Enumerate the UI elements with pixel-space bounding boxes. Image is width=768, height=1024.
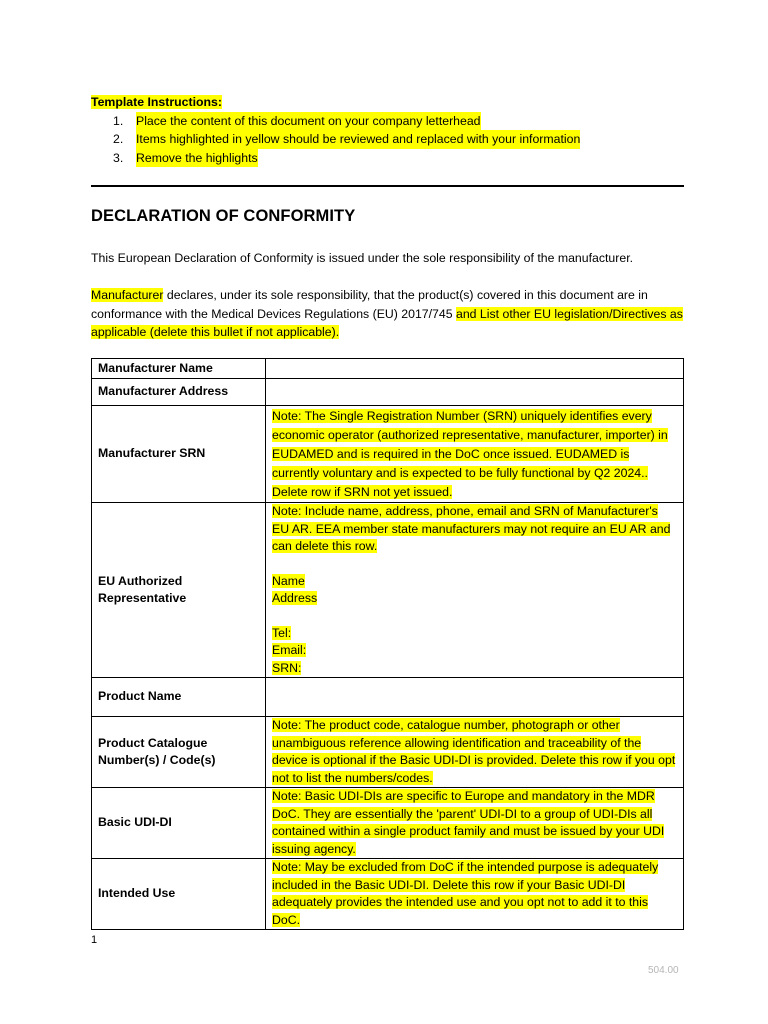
eu-rep-tel: Tel: bbox=[272, 625, 292, 640]
eu-rep-tel-line bbox=[272, 625, 677, 643]
basic-udi-note: Note: Basic UDI-DIs are specific to Europe and mandatory in the MDR DoC. They are essentially the 'parent' UDI-DI to a group of UDI-DIs all contained within a single product family and must be issued by your UDI issuing agency. bbox=[272, 789, 665, 856]
table-row-basic-udi bbox=[92, 788, 684, 859]
catalogue-label: Product Catalogue Number(s) / Code(s) bbox=[92, 717, 266, 788]
document-title: DECLARATION OF CONFORMITY bbox=[91, 207, 356, 225]
manufacturer-placeholder: Manufacturer bbox=[91, 288, 164, 302]
srn-note: Note: The Single Registration Number (SRN) uniquely identifies every economic operator (authorized representative, manufacturer, importer) in EUDAMED and is required in the DoC once issued. EUDAMED is currently voluntary and is expected to be fully functional by Q2 2024.. Delete row if SRN not yet issued. bbox=[272, 409, 668, 499]
other-legislation-placeholder: and List other EU legislation/Directives as applicable (delete this bullet if not applicable). bbox=[91, 306, 683, 339]
instruction-number: 3. bbox=[113, 150, 124, 165]
manufacturer-address-value bbox=[266, 379, 684, 406]
eu-rep-email-line bbox=[272, 642, 677, 660]
instruction-item bbox=[91, 149, 691, 168]
table-row-catalogue bbox=[92, 717, 684, 788]
instruction-text: Place the content of this document on your company letterhead bbox=[136, 112, 481, 131]
catalogue-value bbox=[266, 717, 684, 788]
manufacturer-srn-label: Manufacturer SRN bbox=[92, 406, 266, 503]
table-row-manufacturer-address bbox=[92, 379, 684, 406]
horizontal-divider bbox=[91, 185, 684, 187]
catalogue-note: Note: The product code, catalogue number, photograph or other unambiguous reference allowing identification and traceability of the device is optional if the Basic UDI-DI is provided. Delete this row if you opt not to list the numbers/codes. bbox=[272, 718, 676, 785]
eu-rep-name: Name bbox=[272, 573, 305, 588]
spacer bbox=[272, 608, 677, 625]
manufacturer-name-value bbox=[266, 359, 684, 379]
eu-rep-value bbox=[266, 503, 684, 678]
instruction-text: Remove the highlights bbox=[136, 149, 258, 168]
manufacturer-srn-value bbox=[266, 406, 684, 503]
eu-rep-address-line bbox=[272, 590, 677, 608]
product-name-label: Product Name bbox=[92, 678, 266, 717]
declaration-text: declares, under its sole responsibility, that the product(s) covered in this document are in conformance with the Medical Devices Regulations (EU) 2017/745 bbox=[91, 288, 648, 321]
table-row-manufacturer-srn bbox=[92, 406, 684, 503]
doc-details-table bbox=[91, 358, 684, 930]
manufacturer-name-label: Manufacturer Name bbox=[92, 359, 266, 379]
product-name-value bbox=[266, 678, 684, 717]
document-code: 504.00 bbox=[648, 965, 679, 976]
instruction-number: 1. bbox=[113, 113, 124, 128]
intended-use-note: Note: May be excluded from DoC if the intended purpose is adequately included in the Basic UDI-DI. Delete this row if your Basic UDI-DI adequately provides the intended use and you opt not to add it to this DoC. bbox=[272, 860, 659, 927]
table-row-intended-use bbox=[92, 859, 684, 930]
eu-rep-email: Email: bbox=[272, 643, 307, 657]
intended-use-value bbox=[266, 859, 684, 930]
eu-rep-address: Address bbox=[272, 591, 318, 605]
spacer bbox=[272, 556, 677, 573]
instruction-item bbox=[91, 112, 691, 131]
declaration-paragraph bbox=[91, 286, 691, 342]
intended-use-label: Intended Use bbox=[92, 859, 266, 930]
eu-rep-label: EU Authorized Representative bbox=[92, 503, 266, 678]
instruction-text: Items highlighted in yellow should be reviewed and replaced with your information bbox=[136, 130, 580, 149]
eu-rep-srn: SRN: bbox=[272, 660, 302, 675]
instructions-title: Template Instructions: bbox=[91, 95, 222, 109]
table-row-product-name bbox=[92, 678, 684, 717]
basic-udi-label: Basic UDI-DI bbox=[92, 788, 266, 859]
eu-rep-name-line bbox=[272, 573, 677, 591]
table-row-manufacturer-name bbox=[92, 359, 684, 379]
manufacturer-address-label: Manufacturer Address bbox=[92, 379, 266, 406]
instructions-list bbox=[91, 112, 691, 168]
table-row-eu-rep bbox=[92, 503, 684, 678]
instruction-item bbox=[91, 130, 691, 149]
intro-paragraph: This European Declaration of Conformity is issued under the sole responsibility of the manufacturer. bbox=[91, 251, 634, 265]
eu-rep-note-block bbox=[272, 503, 677, 556]
instruction-number: 2. bbox=[113, 132, 124, 146]
eu-rep-note: Note: Include name, address, phone, email and SRN of Manufacturer's EU AR. EEA member state manufacturers may not require an EU AR and can delete this row. bbox=[272, 504, 671, 553]
template-instructions bbox=[91, 93, 691, 167]
eu-rep-srn-line bbox=[272, 660, 677, 678]
basic-udi-value bbox=[266, 788, 684, 859]
page-number: 1 bbox=[91, 934, 98, 946]
